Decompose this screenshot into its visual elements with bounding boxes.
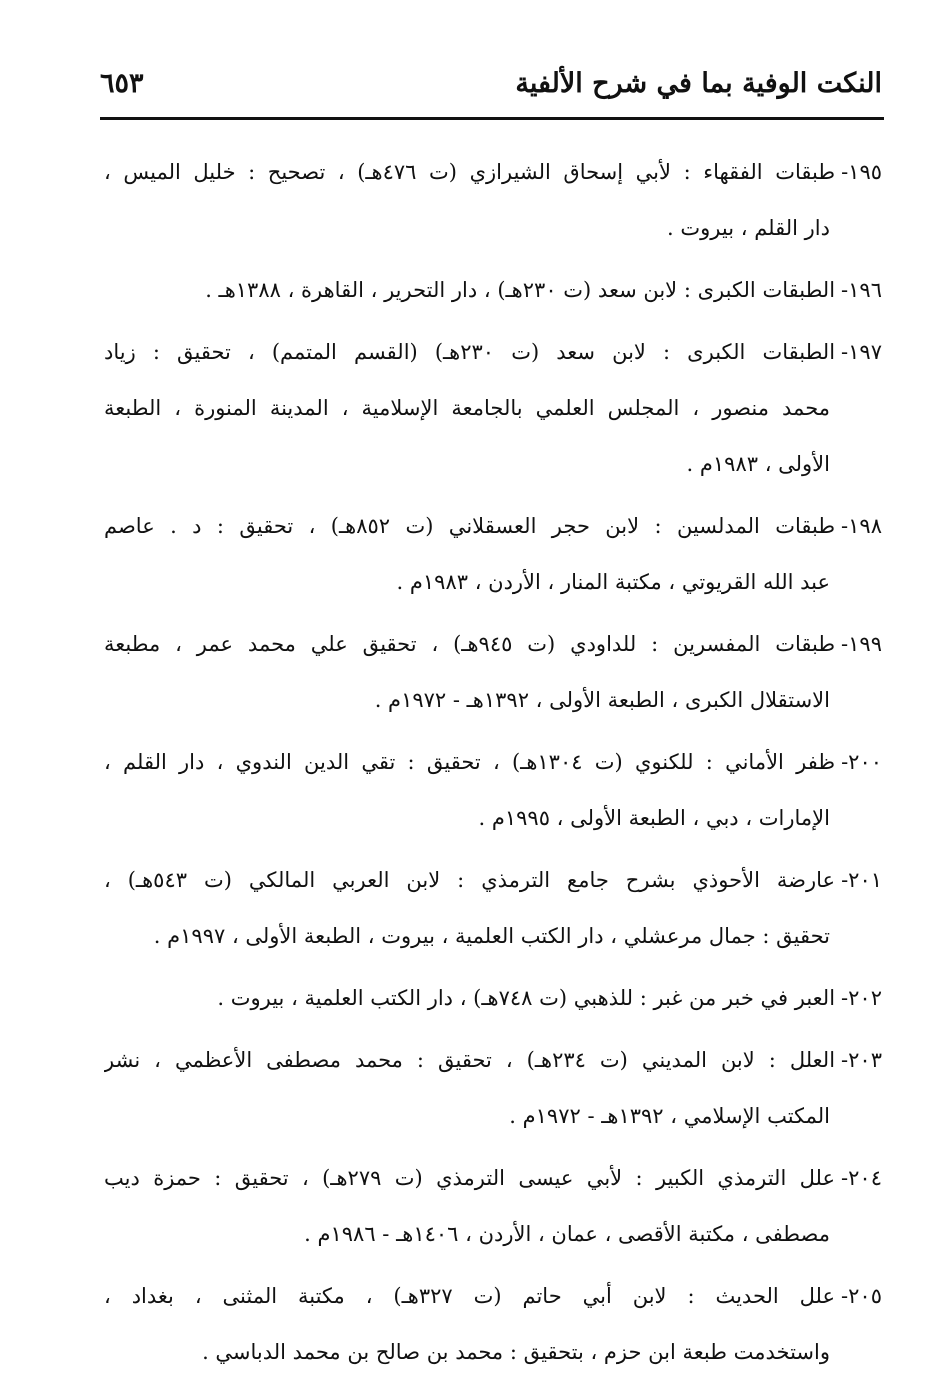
entry-continuation-line: [104, 560, 882, 616]
entry-continuation-line: [104, 206, 882, 262]
bibliography-list: [104, 150, 882, 1392]
entry-first-line: [104, 330, 882, 386]
entry-continuation-line: [104, 386, 882, 442]
entry-first-line: [104, 740, 882, 796]
entry-number: ٢٠٤-: [841, 1166, 882, 1190]
entry-first-line: [104, 1274, 882, 1330]
entry-text: واستخدمت طبعة ابن حزم ، بتحقيق : محمد بن صالح بن محمد الدباسي .: [202, 1340, 830, 1364]
entry-continuation-line: [104, 678, 882, 734]
bibliography-entry: [104, 150, 882, 262]
entry-text: علل الترمذي الكبير : لأبي عيسى الترمذي (ت ٢٧٩هـ) ، تحقيق : حمزة ديب: [104, 1166, 836, 1190]
entry-first-line: [104, 858, 882, 914]
entry-text: دار القلم ، بيروت .: [667, 216, 830, 240]
entry-text: الطبقات الكبرى : لابن سعد (ت ٢٣٠هـ) (القسم المتمم) ، تحقيق : زياد: [104, 340, 836, 364]
bibliography-entry: [104, 622, 882, 734]
entry-first-line: [104, 150, 882, 206]
entry-text: طبقات المفسرين : للداودي (ت ٩٤٥هـ) ، تحقيق علي محمد عمر ، مطبعة: [104, 632, 836, 656]
entry-first-line: [104, 268, 882, 324]
entry-continuation-line: [104, 796, 882, 852]
header-divider: [100, 117, 884, 120]
bibliography-entry: [104, 504, 882, 616]
bibliography-entry: [104, 740, 882, 852]
entry-number: ٢٠٣-: [841, 1048, 882, 1072]
entry-number: ١٩٧-: [841, 340, 882, 364]
entry-number: ٢٠٢-: [841, 986, 882, 1010]
entry-text: الأولى ، ١٩٨٣م .: [686, 452, 830, 476]
bibliography-entry: [104, 330, 882, 498]
running-header: [100, 62, 882, 110]
entry-text: الطبقات الكبرى : لابن سعد (ت ٢٣٠هـ) ، دار التحرير ، القاهرة ، ١٣٨٨هـ .: [205, 278, 836, 302]
entry-number: ٢٠٠-: [841, 750, 882, 774]
bibliography-entry: [104, 268, 882, 324]
entry-text: تحقيق : جمال مرعشلي ، دار الكتب العلمية ، بيروت ، الطبعة الأولى ، ١٩٩٧م .: [153, 924, 830, 948]
entry-text: محمد منصور ، المجلس العلمي بالجامعة الإسلامية ، المدينة المنورة ، الطبعة: [104, 396, 830, 420]
entry-continuation-line: [104, 1094, 882, 1150]
bibliography-entry: [104, 976, 882, 1032]
entry-continuation-line: [104, 914, 882, 970]
entry-first-line: [104, 622, 882, 678]
bibliography-entry: [104, 1156, 882, 1268]
entry-number: ١٩٦-: [841, 278, 882, 302]
entry-text: الإمارات ، دبي ، الطبعة الأولى ، ١٩٩٥م .: [478, 806, 830, 830]
entry-continuation-line: [104, 442, 882, 498]
entry-number: ١٩٨-: [841, 514, 882, 538]
bibliography-entry: [104, 1274, 882, 1386]
entry-text: الاستقلال الكبرى ، الطبعة الأولى ، ١٣٩٢هـ - ١٩٧٢م .: [374, 688, 830, 712]
entry-text: عبد الله القريوتي ، مكتبة المنار ، الأردن ، ١٩٨٣م .: [396, 570, 830, 594]
entry-number: ٢٠٥-: [841, 1284, 882, 1308]
entry-number: ١٩٥-: [841, 160, 882, 184]
running-title: النكت الوفية بما في شرح الألفية: [515, 68, 882, 99]
entry-number: ١٩٩-: [841, 632, 882, 656]
entry-text: عارضة الأحوذي بشرح جامع الترمذي : لابن العربي المالكي (ت ٥٤٣هـ) ،: [104, 868, 836, 892]
entry-text: علل الحديث : لابن أبي حاتم (ت ٣٢٧هـ) ، مكتبة المثنى ، بغداد ،: [104, 1284, 836, 1308]
entry-text: مصطفى ، مكتبة الأقصى ، عمان ، الأردن ، ١٤٠٦هـ - ١٩٨٦م .: [304, 1222, 830, 1246]
entry-first-line: [104, 504, 882, 560]
entry-text: العلل : لابن المديني (ت ٢٣٤هـ) ، تحقيق : محمد مصطفى الأعظمي ، نشر: [104, 1048, 836, 1072]
entry-first-line: [104, 1038, 882, 1094]
entry-first-line: [104, 1156, 882, 1212]
bibliography-entry: [104, 858, 882, 970]
page-number: ٦٥٣: [100, 68, 144, 99]
entry-text: طبقات الفقهاء : لأبي إسحاق الشيرازي (ت ٤٧٦هـ) ، تصحيح : خليل الميس ،: [104, 160, 836, 184]
entry-text: العبر في خبر من غبر : للذهبي (ت ٧٤٨هـ) ، دار الكتب العلمية ، بيروت .: [217, 986, 836, 1010]
entry-text: ظفر الأماني : للكنوي (ت ١٣٠٤هـ) ، تحقيق : تقي الدين الندوي ، دار القلم ،: [104, 750, 836, 774]
entry-continuation-line: [104, 1212, 882, 1268]
bibliography-entry: [104, 1038, 882, 1150]
entry-text: المكتب الإسلامي ، ١٣٩٢هـ - ١٩٧٢م .: [509, 1104, 830, 1128]
entry-number: ٢٠١-: [841, 868, 882, 892]
entry-first-line: [104, 976, 882, 1032]
entry-text: طبقات المدلسين : لابن حجر العسقلاني (ت ٨٥٢هـ) ، تحقيق : د . عاصم: [104, 514, 836, 538]
entry-continuation-line: [104, 1330, 882, 1386]
